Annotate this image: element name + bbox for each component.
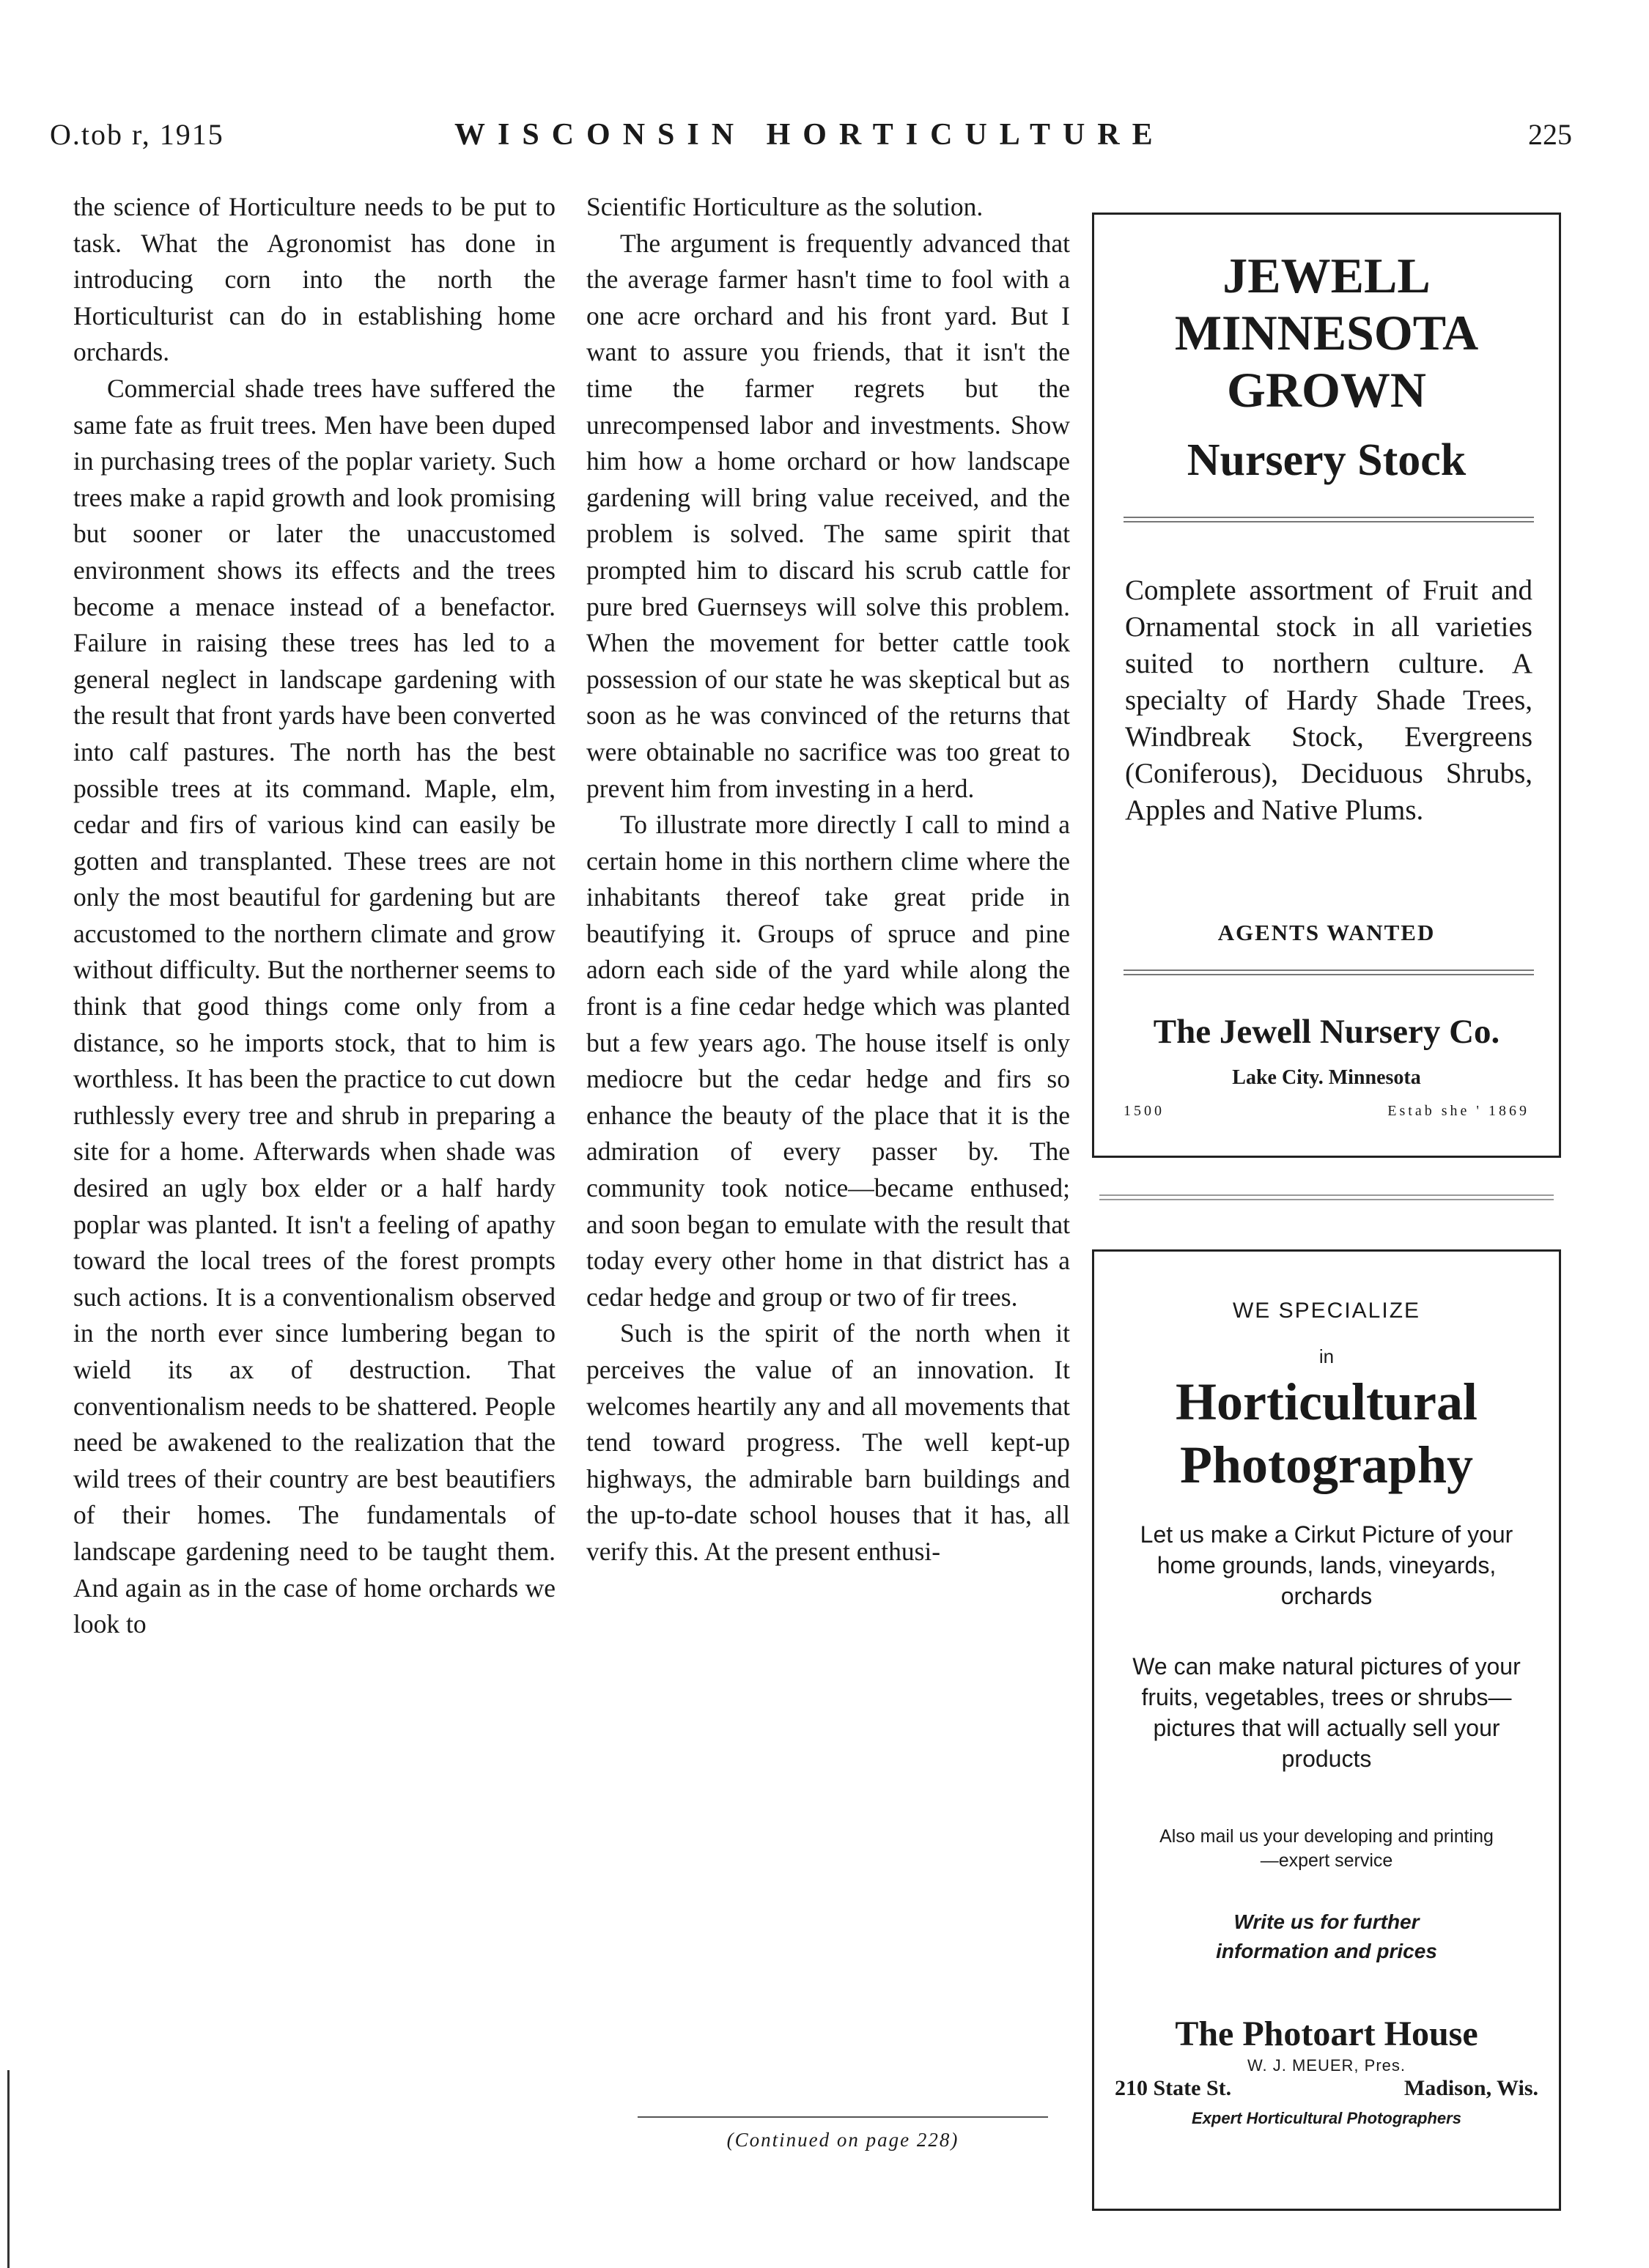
- ad-paragraph: Let us make a Cirkut Picture of your home grounds, lands, vineyards, orchards: [1140, 1521, 1513, 1609]
- photoart-house-ad: [1092, 1249, 1561, 2211]
- ad-headline-grown: GROWN: [1227, 362, 1426, 418]
- company-president: W. J. MEUER, Pres.: [1247, 2056, 1406, 2075]
- paragraph: Such is the spirit of the north when it perceives the value of an innovation. It welcomes heartily any and all movements that tend toward progress. The well kept-up highways, the admirable barn buildings and the up-to-date school houses that it has, all verify this. At the present enthusi-: [586, 1318, 1070, 1566]
- ad-subheadline: Nursery Stock: [1187, 435, 1467, 485]
- ad-paragraph: Write us for further information and prices: [1216, 1910, 1437, 1962]
- ad-paragraph: Also mail us your developing and printing—expert service: [1159, 1826, 1494, 1871]
- article-column-2: [586, 189, 1070, 1570]
- journal-title: WISCONSIN HORTICULTURE: [454, 118, 1165, 152]
- paragraph: To illustrate more directly I call to mind a certain home in this northern clime where the inhabitants thereof take great pride in beautifying it. Groups of spruce and pine adorn each side of the yard while along the front is a fine cedar hedge which was planted but a few years ago. The house itself is only mediocre but the cedar hedge and firs so enhance the beauty of the place that it is the admiration of every passer by. The community took notice—became enthused; and soon began to emulate with the result that today every other home in that district has a cedar hedge and group or two of fir trees.: [586, 810, 1070, 1312]
- ad-kicker: WE SPECIALIZE: [1232, 1299, 1421, 1323]
- issue-date: O.tob r, 1915: [50, 118, 224, 151]
- company-city: Madison, Wis.: [1403, 2076, 1538, 2100]
- ad-title: [1094, 1370, 1559, 1496]
- ad-body: Complete assortment of Fruit and Ornamental stock in all varieties suited to northern culture. A specialty of Hardy Shade Trees, Windbreak Stock, Evergreens (Coniferous), Deciduous Shrubs, Apples and Native Plums.: [1125, 575, 1532, 826]
- article-column-1: [73, 189, 556, 1643]
- paragraph: The argument is frequently advanced that the average farmer hasn't time to fool with a one acre orchard and his front yard. But I want to assure you friends, that it isn't the time the farmer regrets but the unrecompensed labor and investments. Show him how a home orchard or how landscape gardening will bring value received, and the problem is solved. The same spirit that prompted him to discard his scrub cattle for pure bred Guernseys will solve this problem. When the movement for better cattle took possession of our state he was skeptical but as soon as he was convinced of the returns that were obtainable no sacrifice was too great to prevent him from investing in a herd.: [586, 228, 1070, 803]
- acres-note: 1500: [1124, 1103, 1165, 1119]
- agents-wanted: AGENTS WANTED: [1217, 920, 1436, 945]
- ad-divider: [1124, 517, 1534, 522]
- running-header: [0, 117, 1649, 161]
- ad-divider: [1124, 969, 1534, 975]
- company-address: 210 State St.: [1115, 2076, 1232, 2100]
- ad-headline-jewell: JEWELL: [1222, 248, 1431, 303]
- ad-separator: [1099, 1194, 1554, 1200]
- continued-note: (Continued on page 228): [726, 2129, 959, 2151]
- ad-headline-minnesota: MINNESOTA: [1174, 305, 1479, 361]
- established-note: Estab she ' 1869: [1387, 1103, 1530, 1119]
- ad-title-line: Photography: [1179, 1436, 1474, 1494]
- continued-rule: [638, 2116, 1048, 2118]
- company-name: The Jewell Nursery Co.: [1153, 1013, 1500, 1051]
- company-city: Lake City. Minnesota: [1232, 1066, 1421, 1089]
- ad-title-line: Horticultural: [1176, 1373, 1478, 1431]
- margin-rule: [7, 2070, 10, 2268]
- ad-kicker-in: in: [1318, 1345, 1335, 1367]
- page-number: 225: [1528, 118, 1572, 151]
- company-tagline: Expert Horticultural Photographers: [1192, 2109, 1461, 2127]
- paragraph: Commercial shade trees have suffered the same fate as fruit trees. Men have been duped in purchasing trees of the poplar variety. Such trees make a rapid growth and look promising but sooner or later the unaccustomed environment shows its effects and the trees become a menace instead of a benefactor. Failure in raising these trees has led to a general neglect in landscape gardening with the result that front yards have been converted into calf pastures. The north has the best possible trees at its command. Maple, elm, cedar and firs of various kind can easily be gotten and transplanted. These trees are not only the most beautiful for gardening but are accustomed to the northern climate and grow without difficulty. But the northerner seems to think that good things come only from a distance, so he imports stock, that to him is worthless. It has been the practice to cut down ruthlessly every tree and shrub in preparing a site for a home. Afterwards when shade was desired an ugly box elder or a half hardy poplar was planted. It isn't a feeling of apathy toward the local trees of the forest prompts such actions. It is a conventionalism observed in the north ever since lumbering began to wield its ax of destruction. That conventionalism needs to be shattered. People need be awakened to the realization that the wild trees of their country are best beautifiers of their homes. The fundamentals of landscape gardening need to be taught them. And again as in the case of home orchards we look to: [73, 373, 556, 1639]
- paragraph: the science of Horticulture needs to be put to task. What the Agronomist has done in introducing corn into the north the Horticulturist can do in establishing home orchards.: [73, 192, 556, 367]
- paragraph: Scientific Horticulture as the solution.: [586, 192, 984, 221]
- jewell-nursery-ad: [1092, 213, 1561, 1158]
- company-name: The Photoart House: [1175, 2014, 1478, 2053]
- ad-paragraph: We can make natural pictures of your fruits, vegetables, trees or shrubs—pictures that will actually sell your products: [1132, 1653, 1521, 1772]
